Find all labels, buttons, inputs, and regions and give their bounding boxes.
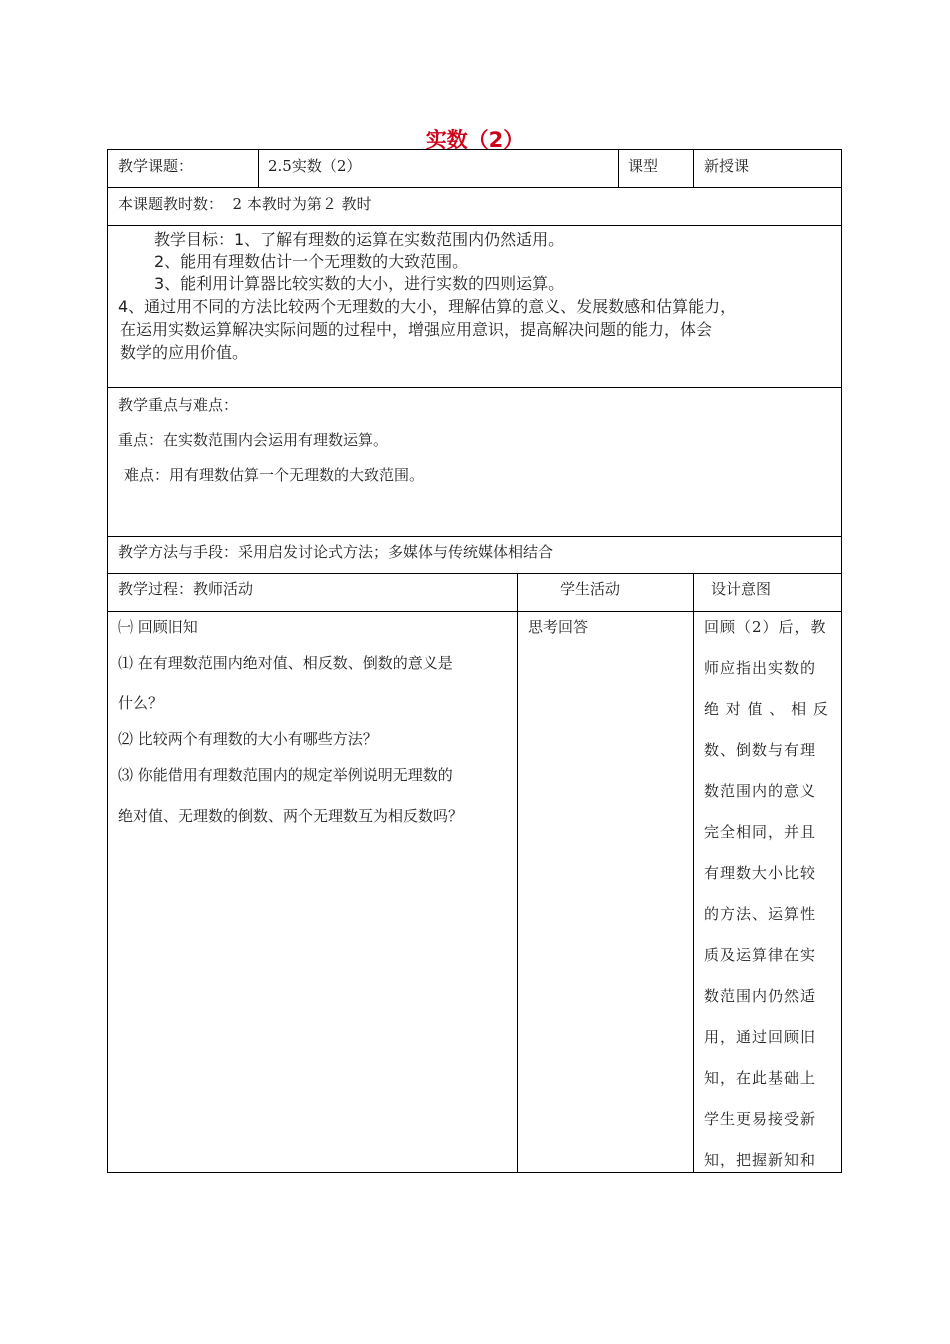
intent-line: 数、倒数与有理	[704, 741, 817, 759]
teacher-activity-header: 教学过程：教师活动	[118, 580, 254, 598]
period-info: 本课题教时数： 2 本教时为第２ 教时	[118, 195, 372, 213]
objective-line-3: 3、能利用计算器比较实数的大小，进行实数的四则运算。	[154, 274, 565, 293]
question-1-line-1: ⑴ 在有理数范围内绝对值、相反数、倒数的意义是	[118, 654, 453, 672]
review-section-title: ㈠ 回顾旧知	[118, 618, 198, 636]
intent-line: 知，在此基础上	[704, 1069, 817, 1087]
intent-line: 数范围内仍然适	[704, 987, 817, 1005]
column-divider	[258, 150, 259, 187]
row-divider	[108, 536, 841, 537]
row-divider	[108, 387, 841, 388]
row-divider	[108, 225, 841, 226]
question-2: ⑵ 比较两个有理数的大小有哪些方法？	[118, 730, 378, 748]
document-title: 实数（2）	[425, 128, 525, 152]
key-points-heading: 教学重点与难点：	[118, 396, 239, 414]
intent-line: 的方法、运算性	[704, 905, 817, 923]
teaching-method: 教学方法与手段：采用启发讨论式方法；多媒体与传统媒体相结合	[118, 543, 554, 561]
design-intent-header: 设计意图	[711, 580, 772, 598]
key-point-focus: 重点：在实数范围内会运用有理数运算。	[118, 431, 389, 449]
lesson-type-label: 课型	[628, 157, 659, 175]
intent-line: 完全相同，并且	[704, 823, 817, 841]
intent-line: 师应指出实数的	[704, 659, 817, 677]
row-divider	[108, 573, 841, 574]
intent-line: 有理数大小比较	[704, 864, 817, 882]
intent-line: 用，通过回顾旧	[704, 1028, 817, 1046]
student-activity-text: 思考回答	[528, 618, 589, 636]
design-intent-text	[704, 617, 838, 1191]
intent-line: 质及运算律在实	[704, 946, 817, 964]
objective-line-1: 教学目标：1、了解有理数的运算在实数范围内仍然适用。	[154, 230, 565, 249]
topic-label: 教学课题：	[118, 157, 194, 175]
intent-line: 回顾（2）后，教	[704, 618, 827, 636]
topic-value: 2.5实数（2）	[268, 157, 362, 175]
column-divider	[693, 150, 694, 187]
intent-line: 学生更易接受新	[704, 1110, 817, 1128]
column-divider	[618, 150, 619, 187]
intent-line: 知，把握新知和	[704, 1151, 817, 1169]
objective-line-4: 4、通过用不同的方法比较两个无理数的大小，理解估算的意义、发展数感和估算能力，	[118, 297, 737, 316]
row-divider	[108, 187, 841, 188]
intent-line: 数范围内的意义	[704, 782, 817, 800]
question-1-line-2: 什么？	[118, 694, 164, 712]
lesson-type-value: 新授课	[704, 157, 750, 175]
objective-line-5: 在运用实数运算解决实际问题的过程中，增强应用意识，提高解决问题的能力，体会	[120, 320, 713, 339]
column-divider	[517, 573, 518, 1173]
question-3-line-2: 绝对值、无理数的倒数、两个无理数互为相反数吗？	[118, 807, 464, 825]
lesson-plan-table	[107, 149, 842, 1173]
question-3-line-1: ⑶ 你能借用有理数范围内的规定举例说明无理数的	[118, 766, 453, 784]
column-divider	[693, 573, 694, 1173]
objective-line-6: 数学的应用价值。	[120, 343, 249, 362]
objective-line-2: 2、能用有理数估计一个无理数的大致范围。	[154, 252, 469, 271]
row-divider	[108, 611, 841, 612]
key-point-difficulty: 难点：用有理数估算一个无理数的大致范围。	[124, 466, 425, 484]
student-activity-header: 学生活动	[560, 580, 621, 598]
intent-line: 绝 对 值 、 相 反	[704, 700, 829, 718]
